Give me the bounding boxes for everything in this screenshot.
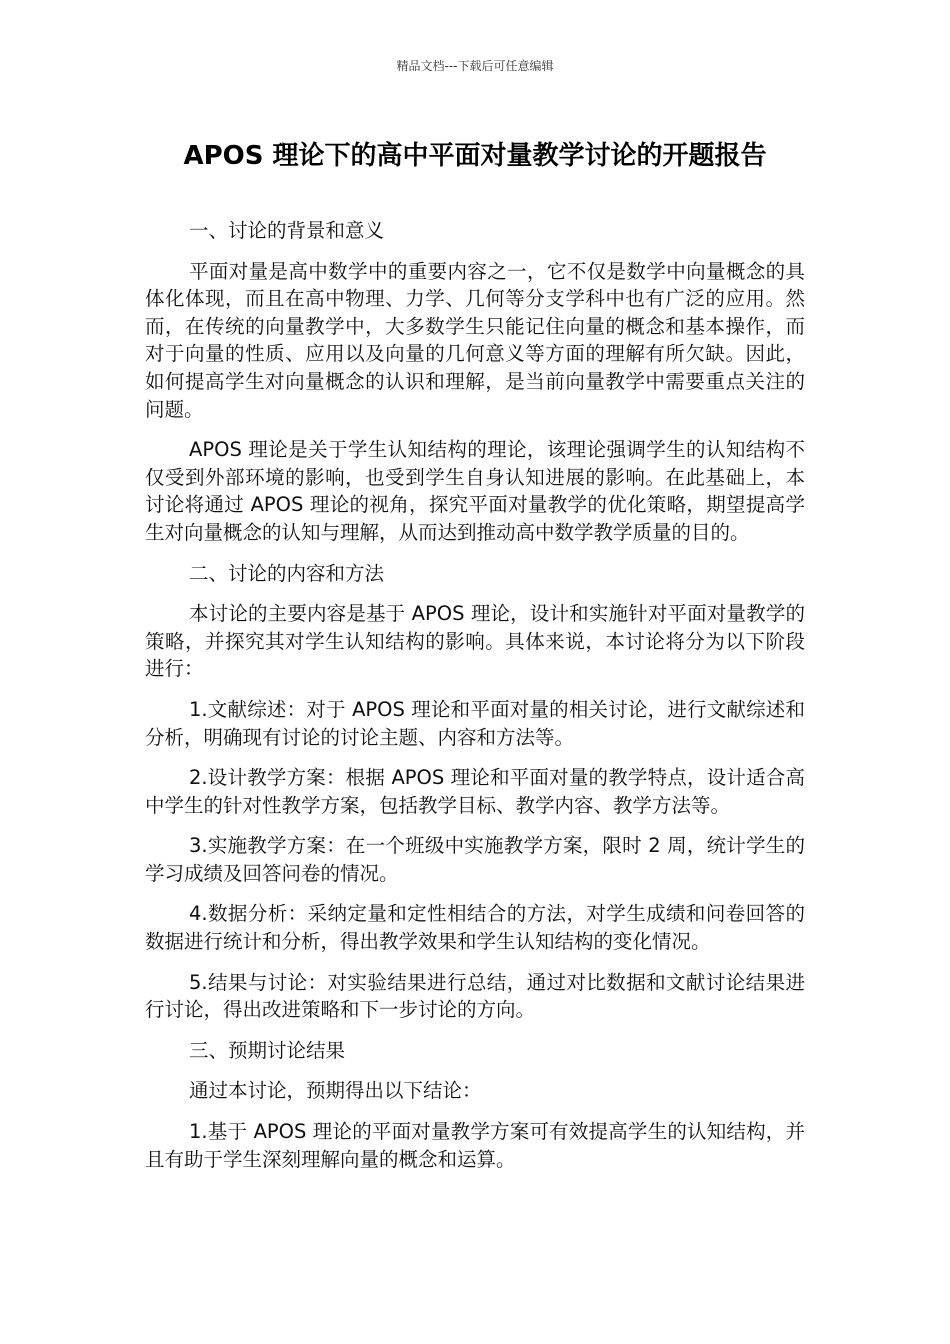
paragraph-expected-intro: 通过本讨论，预期得出以下结论： bbox=[189, 1079, 482, 1103]
list-item-data-analysis: 4.数据分析：采纳定量和定性相结合的方法，对学生成绩和问卷回答的数据进行统计和分析，得出教学效果和学生认知结构的变化情况。 bbox=[145, 902, 805, 954]
list-item-results-discussion: 5.结果与讨论：对实验结果进行总结，通过对比数据和文献讨论结果进行讨论，得出改进策略和下一步讨论的方向。 bbox=[145, 970, 805, 1022]
page-header-watermark: 精品文档---下载后可任意编辑 bbox=[396, 59, 554, 73]
document-body bbox=[145, 217, 805, 1186]
list-item-literature-review: 1.文献综述：对于 APOS 理论和平面对量的相关讨论，进行文献综述和分析，明确现有讨论的讨论主题、内容和方法等。 bbox=[145, 697, 805, 749]
list-item-implement-plan: 3.实施教学方案：在一个班级中实施教学方案，限时 2 周，统计学生的学习成绩及回答问卷的情况。 bbox=[145, 834, 805, 885]
paragraph-content-intro: 本讨论的主要内容是基于 APOS 理论，设计和实施针对平面对量教学的策略，并探究其对学生认知结构的影响。具体来说，本讨论将分为以下阶段进行： bbox=[145, 602, 805, 681]
list-item-design-plan: 2.设计教学方案：根据 APOS 理论和平面对量的教学特点，设计适合高中学生的针对性教学方案，包括教学目标、教学内容、教学方法等。 bbox=[145, 766, 805, 817]
list-item-expected-1: 1.基于 APOS 理论的平面对量教学方案可有效提高学生的认知结构，并且有助于学生深刻理解向量的概念和运算。 bbox=[145, 1120, 805, 1171]
section-heading-expected-results: 三、预期讨论结果 bbox=[189, 1038, 346, 1062]
paragraph-background-1: 平面对量是高中数学中的重要内容之一，它不仅是数学中向量概念的具体化体现，而且在高中物理、力学、几何等分支学科中也有广泛的应用。然而，在传统的向量教学中，大多数学生只能记住向量的概念和基本操作，而对于向量的性质、应用以及向量的几何意义等方面的理解有所欠缺。因此，如何提高学生对向量概念的认识和理解，是当前向量教学中需要重点关注的问题。 bbox=[145, 259, 805, 421]
document-title: APOS 理论下的高中平面对量教学讨论的开题报告 bbox=[183, 141, 767, 171]
section-heading-background: 一、讨论的背景和意义 bbox=[189, 219, 385, 242]
paragraph-background-2: APOS 理论是关于学生认知结构的理论，该理论强调学生的认知结构不仅受到外部环境的影响，也受到学生自身认知进展的影响。在此基础上，本讨论将通过 APOS 理论的视角，探究平面对量教学的优化策略，期望提高学生对向量概念的认知与理解，从而达到推动高中数学教学质量的目的。 bbox=[145, 438, 805, 544]
section-heading-content-method: 二、讨论的内容和方法 bbox=[189, 561, 385, 585]
